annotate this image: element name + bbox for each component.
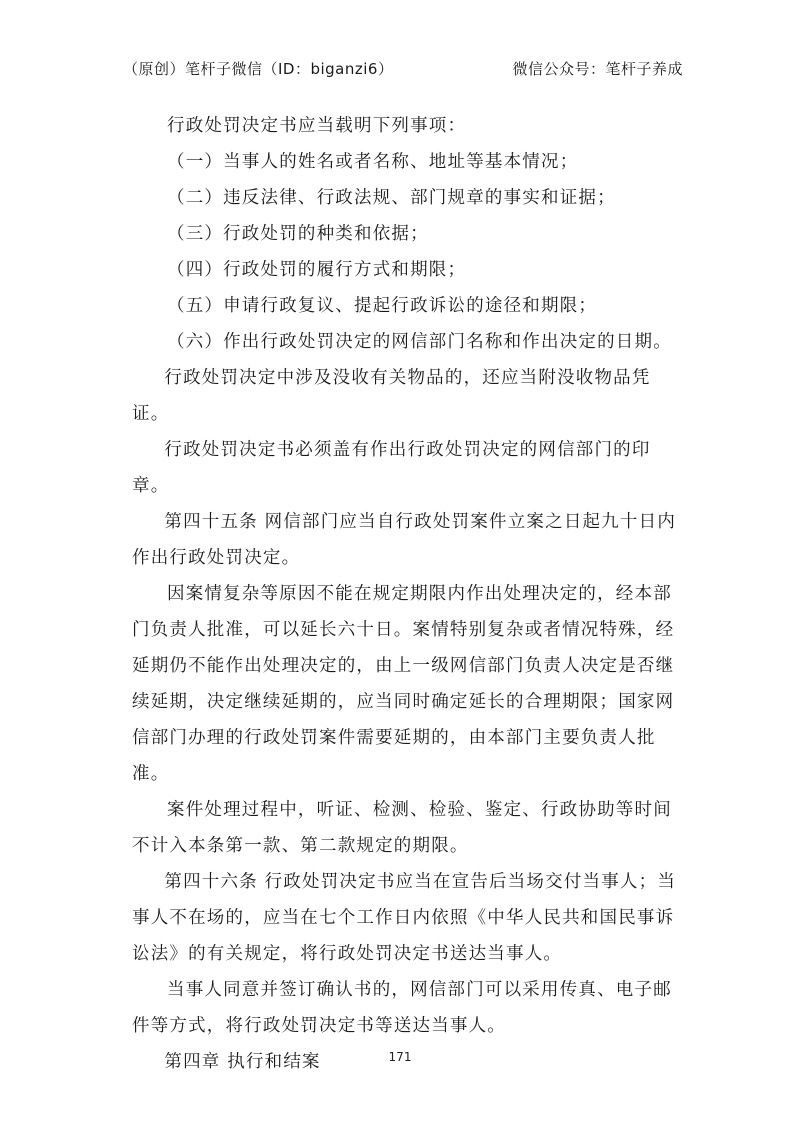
paragraph-confiscation: 行政处罚决定中涉及没收有关物品的，还应当附没收物品凭证。 xyxy=(132,368,651,424)
paragraph-intro: 行政处罚决定书应当载明下列事项： xyxy=(167,116,467,136)
paragraph-excluded-time: 案件处理过程中，听证、检测、检验、鉴定、行政协助等时间不计入本条第一款、第二款规定的期限。 xyxy=(132,800,672,856)
paragraph-extension: 因案情复杂等原因不能在规定期限内作出处理决定的，经本部门负责人批准，可以延长六十日。案情特别复杂或者情况特殊，经延期仍不能作出处理决定的，由上一级网信部门负责人决定是否继续延期，决定继续延期的，应当同时确定延长的合理期限；国家网信部门办理的行政处罚案件需要延期的，由本部门主要负责人批准。 xyxy=(132,584,675,784)
list-item-6: （六）作出行政处罚决定的网信部门名称和作出决定的日期。 xyxy=(167,332,672,352)
list-item-4: （四）行政处罚的履行方式和期限； xyxy=(167,260,467,280)
paragraph-electronic-service: 当事人同意并签订确认书的，网信部门可以采用传真、电子邮件等方式，将行政处罚决定书等送达当事人。 xyxy=(132,980,672,1036)
page-footer xyxy=(0,1050,800,1064)
document-body xyxy=(132,108,680,1080)
paragraph-seal: 行政处罚决定书必须盖有作出行政处罚决定的网信部门的印章。 xyxy=(132,440,651,496)
page-header xyxy=(123,58,683,82)
page-number: 171 xyxy=(388,1050,412,1064)
header-source-label: （原创）笔杆子微信（ID：biganzi6） xyxy=(123,60,394,78)
list-item-3: （三）行政处罚的种类和依据； xyxy=(167,224,429,244)
list-item-2: （二）违反法律、行政法规、部门规章的事实和证据； xyxy=(167,188,616,208)
article-45: 第四十五条 网信部门应当自行政处罚案件立案之日起九十日内作出行政处罚决定。 xyxy=(132,512,677,568)
article-46: 第四十六条 行政处罚决定书应当在宣告后当场交付当事人；当事人不在场的，应当在七个工作日内依照《中华人民共和国民事诉讼法》的有关规定，将行政处罚决定书送达当事人。 xyxy=(132,872,677,964)
list-item-5: （五）申请行政复议、提起行政诉讼的途径和期限； xyxy=(167,296,598,316)
header-account-label: 微信公众号：笔杆子养成 xyxy=(512,60,683,78)
chapter-heading: 第四章 执行和结案 xyxy=(164,1052,321,1072)
list-item-1: （一）当事人的姓名或者名称、地址等基本情况； xyxy=(167,152,579,172)
